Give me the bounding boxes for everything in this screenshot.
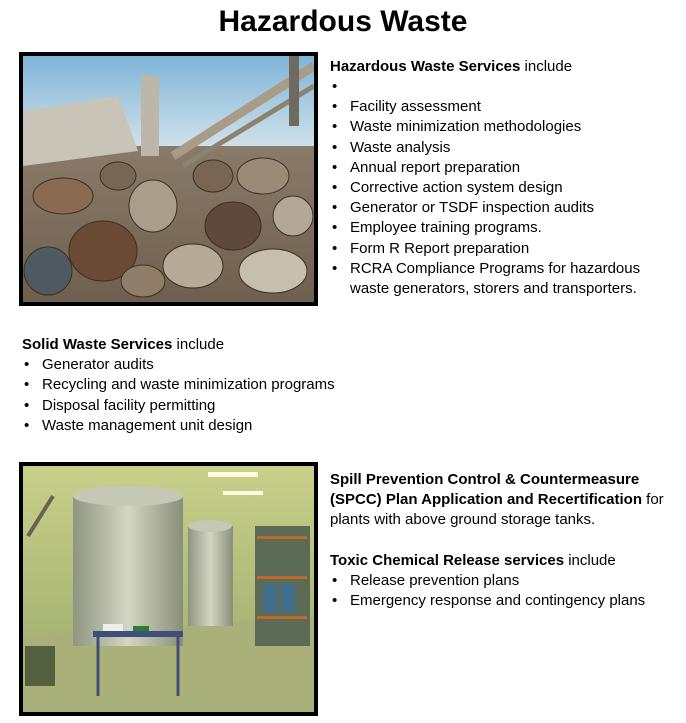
page-title: Hazardous Waste <box>218 5 468 38</box>
solid-services-block <box>22 335 422 436</box>
list-item: • Waste minimization methodologies <box>330 117 670 137</box>
list-item: • Annual report preparation <box>330 158 670 178</box>
solid-services-list <box>22 355 422 436</box>
list-item: • Waste analysis <box>330 138 670 158</box>
list-item: • Recycling and waste minimization programs <box>22 375 422 395</box>
list-item: • Generator audits <box>22 355 422 375</box>
spcc-text: Spill Prevention Control & Countermeasure (SPCC) Plan Application and Recertification for plants with above ground storage tanks. <box>330 471 664 529</box>
hazardous-services-lead: Hazardous Waste Services include <box>330 58 573 75</box>
hazardous-services-block <box>330 57 670 299</box>
toxic-services-list <box>330 571 670 611</box>
list-item: • Employee training programs. <box>330 218 670 238</box>
list-item <box>330 77 670 97</box>
list-item: • Disposal facility permitting <box>22 396 422 416</box>
list-item: • Form R Report preparation <box>330 239 670 259</box>
hazardous-services-list <box>330 77 670 299</box>
list-item: • Generator or TSDF inspection audits <box>330 198 670 218</box>
list-item: • Corrective action system design <box>330 178 670 198</box>
list-item: • Emergency response and contingency plans <box>330 591 650 611</box>
list-item: • Release prevention plans <box>330 571 670 591</box>
solid-services-lead: Solid Waste Services include <box>22 336 225 353</box>
list-item: • Facility assessment <box>330 97 670 117</box>
waste-drums-photo <box>19 52 318 306</box>
toxic-services-lead: Toxic Chemical Release services include <box>330 551 616 569</box>
storage-tanks-photo <box>19 462 318 716</box>
list-item: • Waste management unit design <box>22 416 422 436</box>
list-item: • RCRA Compliance Programs for hazardous waste generators, storers and transporters. <box>330 259 670 299</box>
spcc-block <box>330 470 670 611</box>
